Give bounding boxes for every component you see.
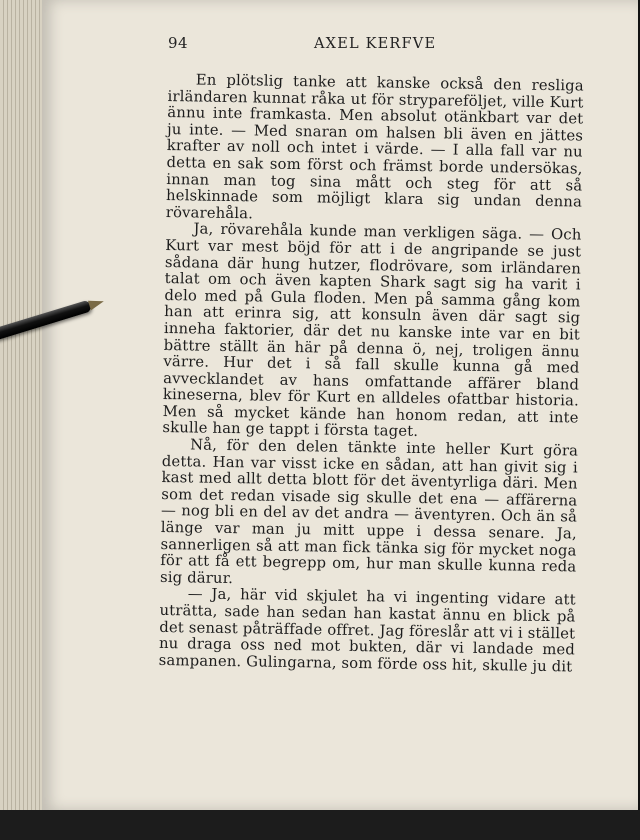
paragraph: Ja, rövarehåla kunde man verkligen säga. — Och Kurt var mest böjd för att i de angripande se just sådana där hung hutzer, flodrövare, som irländaren talat om och även kapten Shark sagt sig ha varit i delo med på Gula floden. Men på samma gång kom han att erinra sig, att konsuln även där sagt sig inneha faktorier, där det nu kanske inte var en bit bättre ställt än här på denna ö, nej, troligen ännu värre. Hur det i så fall skulle kunna gå med avvecklandet av hans omfattande affärer bland kineserna, blev för Kurt en alldeles ofattbar historia. Men så mycket kände han honom redan, att inte skulle han ge tappt i första taget.	[162, 220, 582, 441]
running-head: AXEL KERFVE	[314, 36, 437, 52]
paragraph: Nå, för den delen tänkte inte heller Kurt göra detta. Han var visst icke en sådan, att han givit sig i kast med allt detta blott för det äventyrliga däri. Men som det redan visade sig skulle det ena — affärerna — nog bli en del av det andra — äventyren. Och än så länge var man ju mitt uppe i dessa senare. Ja, sannerligen så att man fick tänka sig för mycket noga för att få ett begrepp om, hur man skulle kunna reda sig därur.	[159, 436, 579, 587]
book-page	[42, 0, 638, 810]
paragraph: En plötslig tanke att kanske också den resliga irländaren kunnat råka ut för strypareföljet, ville Kurt ännu inte framkasta. Men absolut otänkbart var det ju inte. — Med snaran om halsen bli även en jättes krafter av noll och intet i värde. — I alla fall var nu detta en sak som först och främst borde undersökas, innan man tog sina mått och steg för att så helskinnade som möjligt klara sig undan denna rövarehåla.	[165, 71, 584, 223]
page-header	[42, 34, 638, 58]
page-number: 94	[168, 34, 189, 52]
paragraph: — Ja, här vid skjulet ha vi ingenting vidare att uträtta, sade han sedan han kastat ännu en blick på det senast påträffade offret. Jag föreslår att vi i stället nu draga oss ned mot bukten, där vi landade med sampanen. Gulingarna, som förde oss hit, skulle ju dit	[158, 585, 576, 676]
background-surface	[0, 810, 640, 840]
body-text	[159, 72, 584, 676]
